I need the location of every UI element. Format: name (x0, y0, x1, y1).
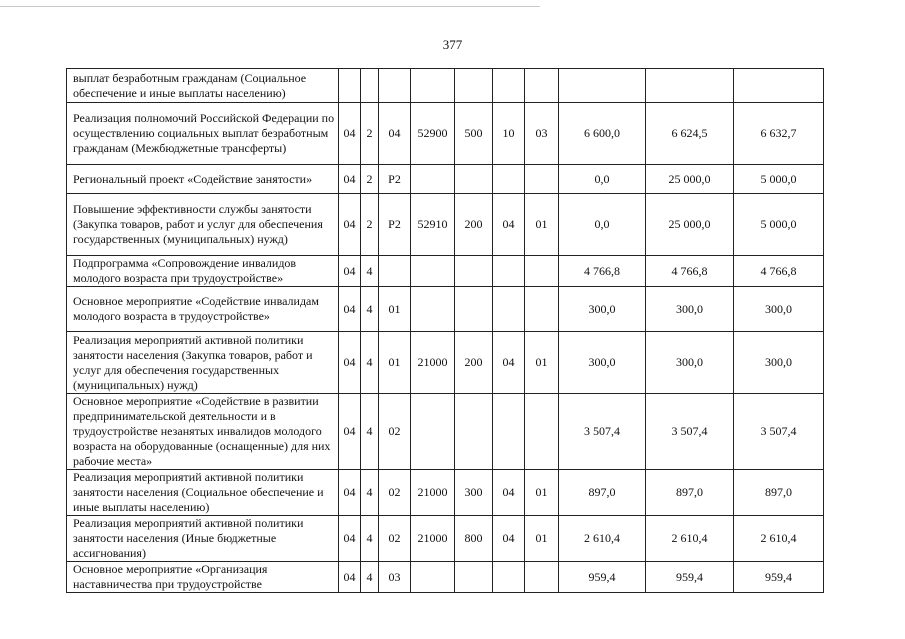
code-cell-c5 (455, 256, 493, 287)
table-row (67, 562, 824, 593)
amount-cell-v3: 5 000,0 (734, 194, 824, 256)
code-cell-c3: 02 (379, 394, 411, 470)
amount-cell-v2 (646, 69, 734, 103)
amount-cell-v1: 3 507,4 (559, 394, 646, 470)
code-cell-c4 (411, 287, 455, 332)
code-cell-c6 (493, 394, 525, 470)
code-cell-c1: 04 (339, 516, 361, 562)
amount-cell-v1: 897,0 (559, 470, 646, 516)
amount-cell-v1: 0,0 (559, 165, 646, 194)
code-cell-c7: 01 (525, 194, 559, 256)
amount-cell-v1: 0,0 (559, 194, 646, 256)
code-cell-c3: 02 (379, 470, 411, 516)
code-cell-c5: 200 (455, 194, 493, 256)
amount-cell-v2: 25 000,0 (646, 165, 734, 194)
code-cell-c6 (493, 256, 525, 287)
amount-cell-v2: 959,4 (646, 562, 734, 593)
code-cell-c4 (411, 165, 455, 194)
amount-cell-v3: 6 632,7 (734, 103, 824, 165)
amount-cell-v3: 300,0 (734, 287, 824, 332)
row-name-cell: Реализация мероприятий активной политики занятости населения (Иные бюджетные ассигнования) (67, 516, 339, 562)
code-cell-c6: 04 (493, 194, 525, 256)
table-row (67, 470, 824, 516)
code-cell-c6: 04 (493, 516, 525, 562)
amount-cell-v3: 3 507,4 (734, 394, 824, 470)
amount-cell-v2: 2 610,4 (646, 516, 734, 562)
code-cell-c3: 01 (379, 332, 411, 394)
code-cell-c5 (455, 165, 493, 194)
code-cell-c4: 52900 (411, 103, 455, 165)
row-name-cell: Повышение эффективности службы занятости (Закупка товаров, работ и услуг для обеспечения государственных (муниципальных) нужд) (67, 194, 339, 256)
amount-cell-v2: 3 507,4 (646, 394, 734, 470)
amount-cell-v1: 4 766,8 (559, 256, 646, 287)
code-cell-c7 (525, 165, 559, 194)
code-cell-c1: 04 (339, 332, 361, 394)
row-name-cell: Подпрограмма «Сопровождение инвалидов молодого возраста при трудоустройстве» (67, 256, 339, 287)
code-cell-c1: 04 (339, 256, 361, 287)
code-cell-c1: 04 (339, 562, 361, 593)
code-cell-c4 (411, 394, 455, 470)
row-name-cell: Реализация полномочий Российской Федерации по осуществлению социальных выплат безработным гражданам (Межбюджетные трансферты) (67, 103, 339, 165)
code-cell-c6 (493, 562, 525, 593)
code-cell-c7 (525, 69, 559, 103)
code-cell-c7 (525, 394, 559, 470)
amount-cell-v1: 300,0 (559, 287, 646, 332)
code-cell-c3: 02 (379, 516, 411, 562)
budget-table-body (67, 69, 824, 593)
code-cell-c4 (411, 256, 455, 287)
code-cell-c7: 03 (525, 103, 559, 165)
amount-cell-v1: 2 610,4 (559, 516, 646, 562)
amount-cell-v3: 4 766,8 (734, 256, 824, 287)
code-cell-c6: 04 (493, 470, 525, 516)
code-cell-c5 (455, 287, 493, 332)
code-cell-c6: 10 (493, 103, 525, 165)
code-cell-c7: 01 (525, 516, 559, 562)
code-cell-c2: 4 (361, 394, 379, 470)
code-cell-c6 (493, 69, 525, 103)
code-cell-c5 (455, 394, 493, 470)
code-cell-c5: 300 (455, 470, 493, 516)
amount-cell-v1: 300,0 (559, 332, 646, 394)
scan-artifact-line (0, 6, 540, 7)
table-row (67, 287, 824, 332)
amount-cell-v1: 959,4 (559, 562, 646, 593)
code-cell-c7 (525, 562, 559, 593)
code-cell-c3: P2 (379, 165, 411, 194)
row-name-cell: выплат безработным гражданам (Социальное обеспечение и иные выплаты населению) (67, 69, 339, 103)
code-cell-c4: 21000 (411, 470, 455, 516)
code-cell-c7 (525, 256, 559, 287)
code-cell-c2: 4 (361, 562, 379, 593)
amount-cell-v3 (734, 69, 824, 103)
table-row (67, 516, 824, 562)
code-cell-c2: 2 (361, 165, 379, 194)
code-cell-c1: 04 (339, 103, 361, 165)
code-cell-c2: 2 (361, 103, 379, 165)
amount-cell-v2: 300,0 (646, 332, 734, 394)
code-cell-c1: 04 (339, 165, 361, 194)
code-cell-c7: 01 (525, 470, 559, 516)
row-name-cell: Основное мероприятие «Содействие в развитии предпринимательской деятельности и в трудоустройстве незанятых инвалидов молодого возраста на оборудованные (оснащенные) для них рабочие места» (67, 394, 339, 470)
amount-cell-v2: 4 766,8 (646, 256, 734, 287)
code-cell-c1: 04 (339, 194, 361, 256)
code-cell-c1: 04 (339, 287, 361, 332)
table-row (67, 332, 824, 394)
amount-cell-v1: 6 600,0 (559, 103, 646, 165)
amount-cell-v2: 25 000,0 (646, 194, 734, 256)
amount-cell-v2: 897,0 (646, 470, 734, 516)
code-cell-c4: 52910 (411, 194, 455, 256)
table-row (67, 256, 824, 287)
code-cell-c1: 04 (339, 394, 361, 470)
code-cell-c4: 21000 (411, 332, 455, 394)
code-cell-c1 (339, 69, 361, 103)
code-cell-c7 (525, 287, 559, 332)
amount-cell-v2: 6 624,5 (646, 103, 734, 165)
code-cell-c5: 800 (455, 516, 493, 562)
code-cell-c2: 4 (361, 256, 379, 287)
row-name-cell: Региональный проект «Содействие занятости» (67, 165, 339, 194)
code-cell-c3: 01 (379, 287, 411, 332)
row-name-cell: Основное мероприятие «Содействие инвалидам молодого возраста в трудоустройстве» (67, 287, 339, 332)
code-cell-c4: 21000 (411, 516, 455, 562)
code-cell-c3 (379, 256, 411, 287)
code-cell-c5 (455, 562, 493, 593)
code-cell-c2: 4 (361, 332, 379, 394)
code-cell-c2: 2 (361, 194, 379, 256)
table-row (67, 194, 824, 256)
code-cell-c4 (411, 562, 455, 593)
row-name-cell: Реализация мероприятий активной политики занятости населения (Закупка товаров, работ и услуг для обеспечения государственных (муниципальных) нужд) (67, 332, 339, 394)
code-cell-c5: 200 (455, 332, 493, 394)
amount-cell-v3: 5 000,0 (734, 165, 824, 194)
table-row (67, 69, 824, 103)
code-cell-c2: 4 (361, 470, 379, 516)
row-name-cell: Основное мероприятие «Организация наставничества при трудоустройстве (67, 562, 339, 593)
amount-cell-v2: 300,0 (646, 287, 734, 332)
code-cell-c3 (379, 69, 411, 103)
table-row (67, 103, 824, 165)
amount-cell-v3: 959,4 (734, 562, 824, 593)
code-cell-c2: 4 (361, 287, 379, 332)
amount-cell-v3: 2 610,4 (734, 516, 824, 562)
code-cell-c4 (411, 69, 455, 103)
row-name-cell: Реализация мероприятий активной политики занятости населения (Социальное обеспечение и иные выплаты населению) (67, 470, 339, 516)
code-cell-c3: 03 (379, 562, 411, 593)
table-row (67, 394, 824, 470)
code-cell-c7: 01 (525, 332, 559, 394)
code-cell-c6 (493, 287, 525, 332)
code-cell-c2 (361, 69, 379, 103)
page-number: 377 (442, 37, 463, 52)
code-cell-c3: P2 (379, 194, 411, 256)
budget-table (66, 68, 824, 593)
code-cell-c5 (455, 69, 493, 103)
amount-cell-v3: 300,0 (734, 332, 824, 394)
code-cell-c2: 4 (361, 516, 379, 562)
amount-cell-v3: 897,0 (734, 470, 824, 516)
code-cell-c3: 04 (379, 103, 411, 165)
code-cell-c5: 500 (455, 103, 493, 165)
code-cell-c6 (493, 165, 525, 194)
code-cell-c1: 04 (339, 470, 361, 516)
code-cell-c6: 04 (493, 332, 525, 394)
amount-cell-v1 (559, 69, 646, 103)
table-row (67, 165, 824, 194)
